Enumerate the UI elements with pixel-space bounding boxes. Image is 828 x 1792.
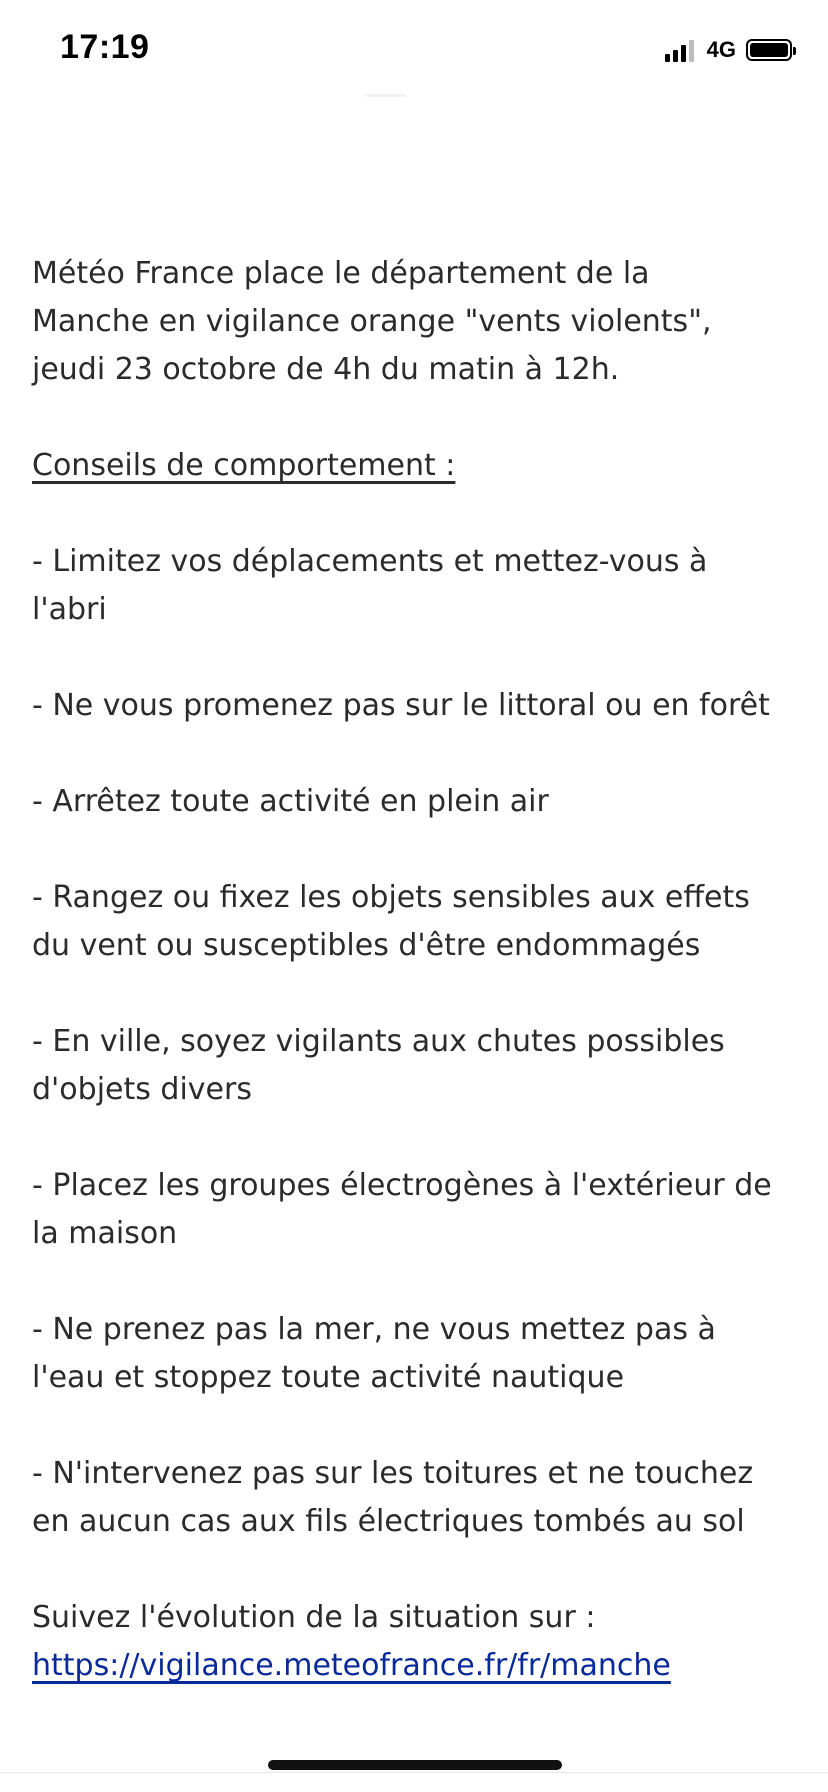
follow-text: Suivez l'évolution de la situation sur : <box>32 1600 596 1635</box>
advice-line: - Ne vous promenez pas sur le littoral ou en forêt <box>32 688 770 723</box>
scroll-top-marker <box>366 94 406 97</box>
advice-line: la maison <box>32 1216 178 1251</box>
advice-line: du vent ou susceptibles d'être endommagés <box>32 928 701 963</box>
status-indicators <box>665 36 792 64</box>
advice-item <box>32 874 812 970</box>
advice-line: - Rangez ou fixez les objets sensibles aux effets <box>32 880 750 915</box>
advice-item <box>32 778 812 826</box>
advice-line: - Placez les groupes électrogènes à l'extérieur de <box>32 1168 772 1203</box>
advice-item <box>32 1162 812 1258</box>
battery-cap <box>793 47 796 55</box>
advice-line: en aucun cas aux fils électriques tombés au sol <box>32 1504 745 1539</box>
advice-line: d'objets divers <box>32 1072 252 1107</box>
advice-item <box>32 1450 812 1546</box>
advice-line: l'eau et stoppez toute activité nautique <box>32 1360 625 1395</box>
advice-line: - En ville, soyez vigilants aux chutes possibles <box>32 1024 725 1059</box>
advice-item <box>32 538 812 634</box>
home-indicator[interactable] <box>268 1760 562 1770</box>
battery-icon <box>746 39 792 61</box>
bottom-divider <box>0 1772 828 1773</box>
status-bar <box>0 0 828 100</box>
battery-fill <box>750 43 788 57</box>
advice-line: - Ne prenez pas la mer, ne vous mettez pas à <box>32 1312 716 1347</box>
cellular-signal-icon <box>665 38 697 62</box>
advice-title <box>32 442 812 490</box>
intro-line-1: Météo France place le département de la <box>32 256 650 291</box>
status-time: 17:19 <box>60 28 150 66</box>
message-body <box>32 250 812 1690</box>
advice-item <box>32 1018 812 1114</box>
advice-line: - N'intervenez pas sur les toitures et ne touchez <box>32 1456 754 1491</box>
advice-line: - Arrêtez toute activité en plein air <box>32 784 549 819</box>
intro-line-2: Manche en vigilance orange "vents violents", <box>32 304 712 339</box>
intro-line-3: jeudi 23 octobre de 4h du matin à 12h. <box>32 352 620 387</box>
advice-title-text: Conseils de comportement : <box>32 448 456 483</box>
advice-item <box>32 682 812 730</box>
advice-item <box>32 1306 812 1402</box>
advice-line: - Limitez vos déplacements et mettez-vous à <box>32 544 708 579</box>
vigilance-link[interactable]: https://vigilance.meteofrance.fr/fr/manche <box>32 1648 671 1683</box>
intro-paragraph <box>32 250 812 394</box>
network-type-label: 4G <box>706 37 736 62</box>
follow-paragraph <box>32 1594 812 1690</box>
advice-line: l'abri <box>32 592 107 627</box>
